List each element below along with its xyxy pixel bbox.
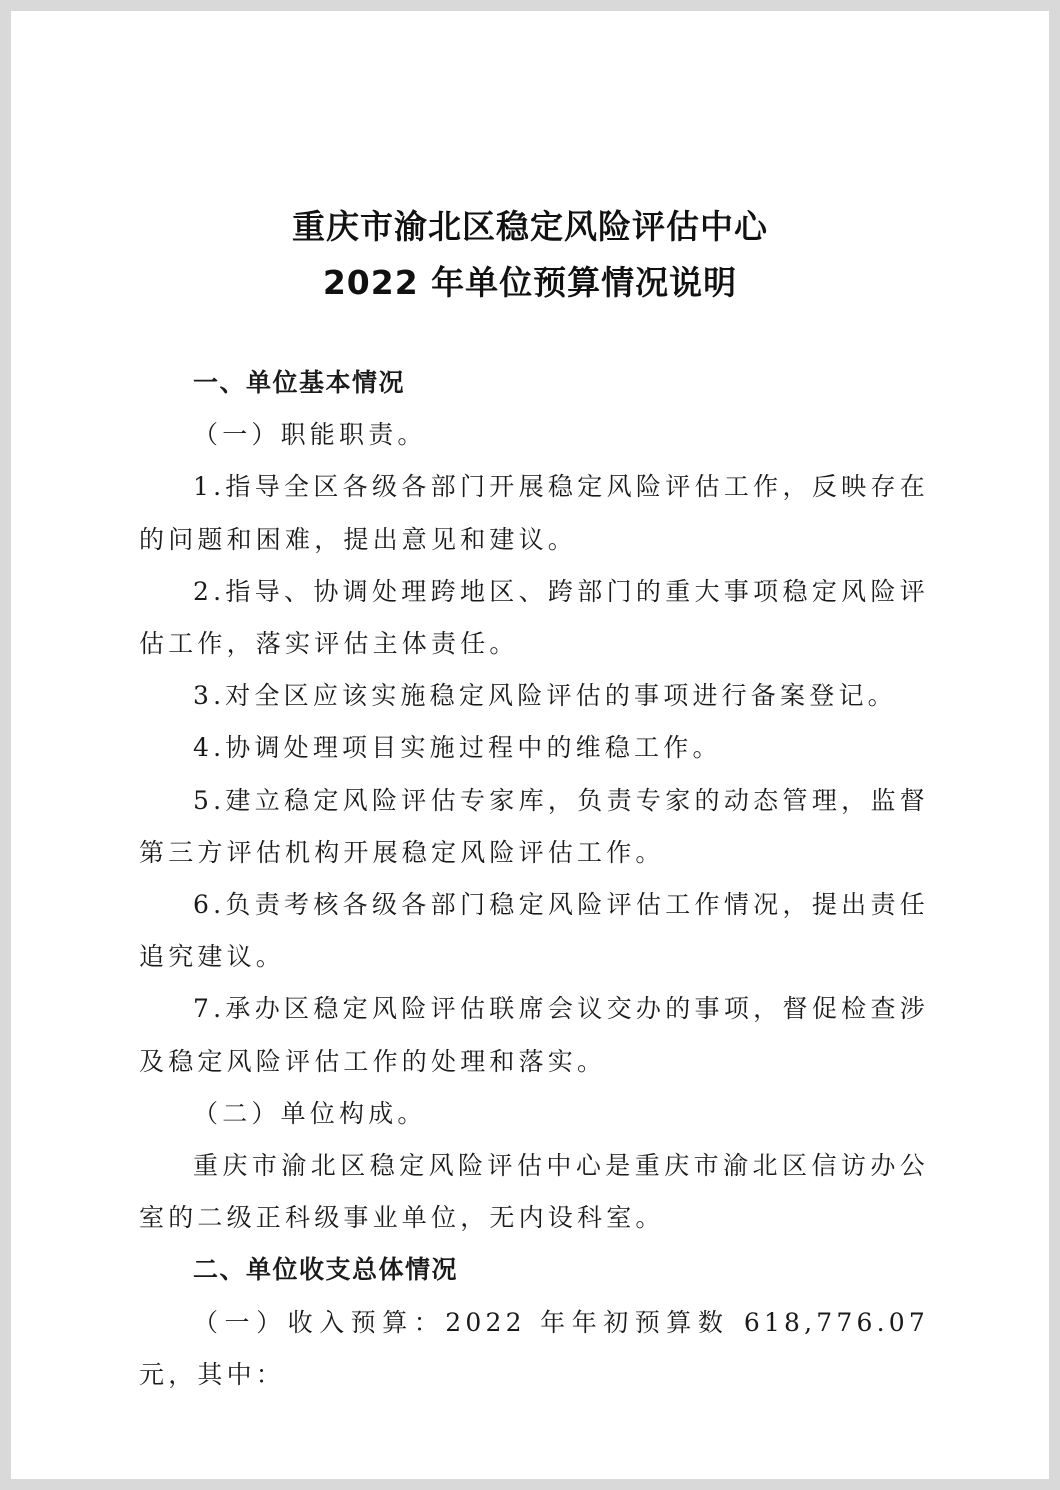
duty-item-2: 2.指导、协调处理跨地区、跨部门的重大事项稳定风险评估工作，落实评估主体责任。 xyxy=(139,576,929,659)
subsection-heading-duties: （一）职能职责。 xyxy=(193,420,427,450)
section-heading-1: 一、单位基本情况 xyxy=(193,368,406,397)
composition-paragraph: 重庆市渝北区稳定风险评估中心是重庆市渝北区信访办公室的二级正科级事业单位，无内设科室。 xyxy=(139,1151,929,1233)
duty-item-6: 6.负责考核各级各部门稳定风险评估工作情况，提出责任追究建议。 xyxy=(139,890,929,972)
title-line-1: 重庆市渝北区稳定风险评估中心 xyxy=(292,207,768,246)
document-title xyxy=(11,199,1049,311)
document-page xyxy=(11,11,1049,1479)
title-line-2: 2022 年单位预算情况说明 xyxy=(322,263,738,302)
duty-item-4: 4.协调处理项目实施过程中的维稳工作。 xyxy=(193,733,722,763)
section-heading-2: 二、单位收支总体情况 xyxy=(193,1255,459,1285)
duty-item-7: 7.承办区稳定风险评估联席会议交办的事项，督促检查涉及稳定风险评估工作的处理和落实。 xyxy=(139,994,929,1076)
subsection-heading-composition: （二）单位构成。 xyxy=(193,1098,427,1128)
duty-item-1: 1.指导全区各级各部门开展稳定风险评估工作，反映存在的问题和困难，提出意见和建议。 xyxy=(139,472,929,554)
income-budget-paragraph: （一）收入预算：2022 年年初预算数 618,776.07 元，其中： xyxy=(139,1307,929,1389)
duty-item-3: 3.对全区应该实施稳定风险评估的事项进行备案登记。 xyxy=(193,681,897,711)
duty-item-5: 5.建立稳定风险评估专家库，负责专家的动态管理，监督第三方评估机构开展稳定风险评估工作。 xyxy=(139,785,929,867)
document-body xyxy=(139,357,929,1401)
